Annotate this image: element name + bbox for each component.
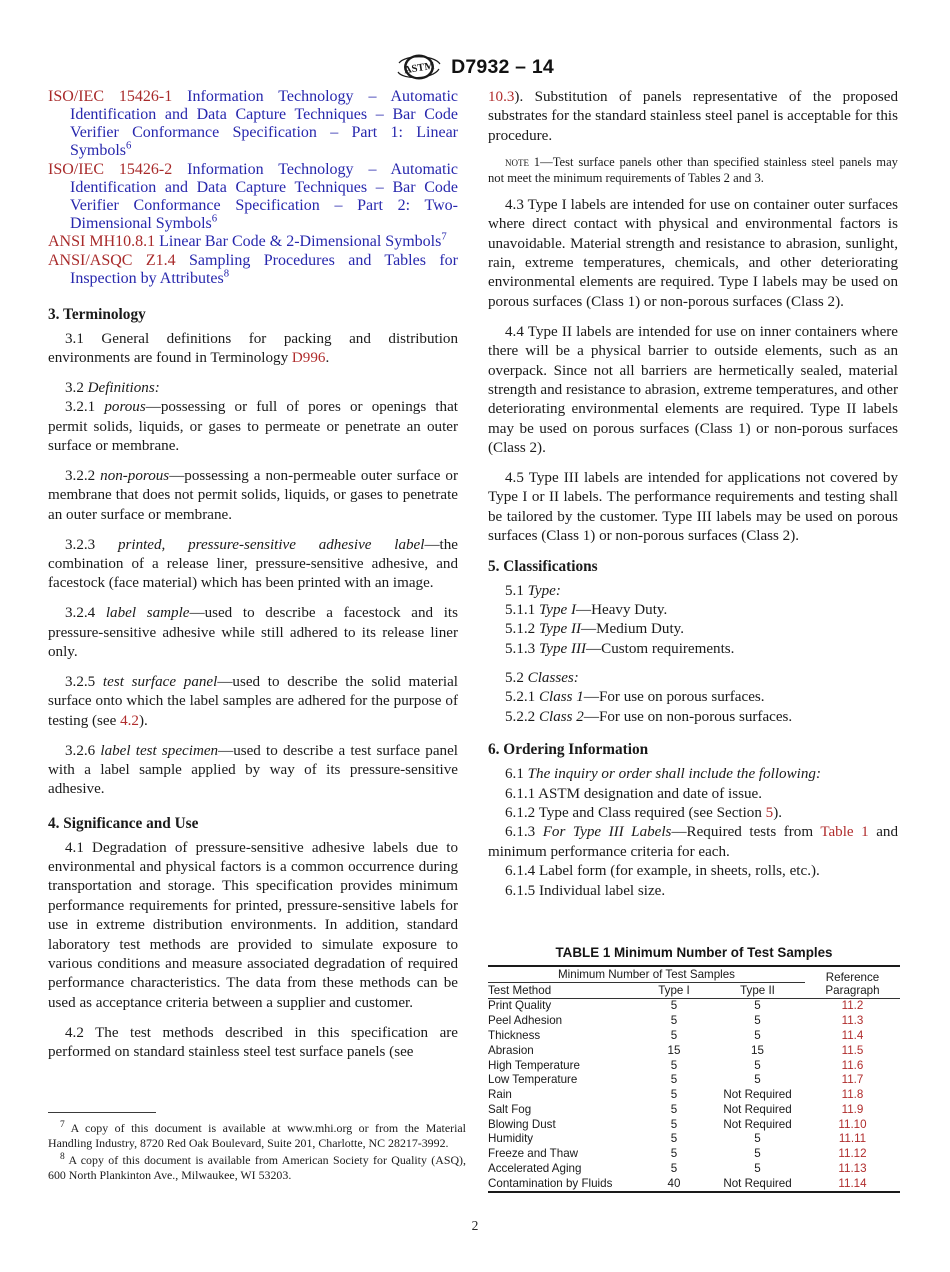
table-1-header-reference-paragraph: Reference Paragraph: [825, 970, 880, 997]
clause-5-2-term: Classes:: [527, 670, 579, 687]
left-column: [48, 88, 458, 1073]
cell-method: Peel Adhesion: [488, 1014, 563, 1028]
reference-entry: [48, 161, 458, 233]
cell-type-i: 5: [670, 1147, 678, 1161]
cell-method: Contamination by Fluids: [488, 1176, 613, 1190]
clause-3-2-2-term: non-porous: [100, 467, 170, 484]
clause-5-1-3-term: Type III: [538, 640, 587, 657]
reference-entry: [48, 230, 458, 251]
table-1-span-header: Minimum Number of Test Samples: [488, 966, 805, 982]
cell-reference-paragraph[interactable]: 11.2: [841, 999, 864, 1013]
clause-5-2: [488, 669, 898, 688]
clause-3-2: [48, 379, 458, 398]
clause-5-2-1-body: —For use on porous surfaces.: [583, 689, 765, 706]
reference-footnote-marker: 6: [126, 139, 132, 152]
clause-3-2-6: [48, 742, 458, 800]
clause-3-1-text-a: 3.1 General definitions for packing and distribution environments are found in Terminology: [48, 330, 458, 366]
cell-type-ii: 5: [754, 1014, 761, 1028]
note-1-label: note 1: [505, 155, 541, 170]
table-1-header-type-i: Type I: [658, 983, 690, 997]
reference-footnote-marker: 8: [223, 267, 230, 280]
clause-3-2-4-term: label sample: [105, 605, 190, 622]
table-1-span-header-row: [488, 966, 900, 982]
clause-3-2-5: [48, 673, 458, 731]
cell-type-ii: 5: [754, 999, 761, 1013]
clause-5-1-2-number: 5.1.2: [505, 621, 539, 638]
clause-5-1-3-number: 5.1.3: [505, 640, 539, 657]
clause-5-1-2-term: Type II: [538, 621, 582, 638]
cell-method: Thickness: [488, 1029, 541, 1043]
footnote-item: [48, 1153, 466, 1184]
cell-method: Freeze and Thaw: [488, 1147, 579, 1161]
clause-3-2-4-number: 3.2.4: [65, 605, 106, 622]
table-1-body: [488, 998, 900, 1192]
table-row: [488, 1072, 900, 1087]
cell-type-i: 5: [670, 999, 678, 1013]
clause-6-1-4: 6.1.4 Label form (for example, in sheets, rolls, etc.).: [505, 863, 820, 880]
cell-type-ii: 5: [754, 1147, 761, 1161]
cell-method: Accelerated Aging: [488, 1162, 582, 1176]
clause-5-1-3-body: —Custom requirements.: [586, 640, 735, 657]
table-row: [488, 1146, 900, 1161]
clause-6-1-2: [488, 804, 898, 823]
section-heading-ordering-information: 6. Ordering Information: [488, 741, 649, 759]
table-1-head: [488, 966, 900, 998]
right-column: [488, 88, 898, 901]
cell-reference-paragraph[interactable]: 11.14: [838, 1176, 867, 1190]
cell-reference-paragraph[interactable]: 11.7: [841, 1073, 864, 1087]
footnote-text: A copy of this document is available at www.mhi.org or from the Material Handling Industry, 8720 Red Oak Boulevard, Suite 201, Charlotte, NC 28217-3992.: [48, 1121, 466, 1151]
clause-6-1-number: 6.1: [505, 766, 528, 783]
clause-4-2-text-b: ). Substitution of panels representative of the proposed substrates for the standard stainless steel panel is acceptable for this procedure.: [488, 89, 898, 144]
clause-5-2-2-term: Class 2: [538, 708, 584, 725]
cell-type-ii: 5: [754, 1132, 761, 1146]
clause-5-2-1: [488, 688, 898, 707]
clause-3-2-term: Definitions:: [87, 379, 160, 396]
table-row: [488, 1043, 900, 1058]
reference-designation: ISO/IEC 15426-2: [48, 160, 173, 178]
cell-type-ii: 5: [754, 1029, 761, 1043]
cell-type-i: 40: [667, 1176, 681, 1190]
footnote-item: [48, 1121, 466, 1152]
cell-method: Rain: [488, 1088, 512, 1102]
cell-type-i: 5: [670, 1073, 678, 1087]
cross-reference-10-3[interactable]: 10.3: [488, 89, 515, 105]
clause-3-1: [48, 330, 458, 369]
section-heading-terminology: 3. Terminology: [48, 305, 146, 323]
clause-3-2-number: 3.2: [65, 379, 88, 396]
clause-4-4: 4.4 Type II labels are intended for use on inner containers where there will be a physical barrier to outside elements, such as an overpack. Since not all barriers are hermetically sealed, material strength and resistance to abrasion, extreme temperatures, and other deteriorating environmental elements are required. Type II labels may be used on porous surfaces (Class 1) or non-porous surfaces (Class 2).: [488, 323, 898, 457]
clause-5-2-1-term: Class 1: [538, 689, 584, 706]
table-row: [488, 998, 900, 1013]
clause-6-1-2-text-b: ).: [773, 805, 783, 822]
clause-3-2-5-body-a: —used to describe the solid material surface onto which the label samples are adhered for the purpose of testing (see: [48, 673, 458, 729]
clause-6-1-1: 6.1.1 ASTM designation and date of issue.: [505, 785, 762, 802]
clause-5-2-2: [488, 708, 898, 727]
clause-5-1-1-body: —Heavy Duty.: [576, 601, 668, 618]
footnote-separator-rule: [48, 1112, 156, 1113]
clause-3-2-2: [48, 467, 458, 525]
reference-designation: ISO/IEC 15426-1: [48, 88, 173, 105]
clause-3-2-2-body: —possessing a non-permeable outer surface or membrane that does not permit solids, liquids, or gases to penetrate an outer surface or membrane.: [48, 467, 458, 523]
table-row: [488, 1013, 900, 1028]
footnotes-block: [48, 1112, 466, 1185]
cell-type-ii: 5: [754, 1162, 761, 1176]
reference-title: Sampling Procedures and Tables for Inspection by Attributes: [70, 251, 458, 287]
clause-5-1-1: [488, 601, 898, 620]
reference-title: Information Technology – Automatic Identification and Data Capture Techniques – Bar Code Verifier Conformance Specification – Part 2: Two-Dimensional Symbols: [70, 160, 459, 232]
clause-3-2-5-number: 3.2.5: [65, 673, 103, 690]
cell-type-i: 5: [670, 1117, 678, 1131]
cell-reference-paragraph[interactable]: 11.8: [841, 1088, 864, 1102]
clause-6-1-3-term: For Type III Labels: [542, 824, 672, 841]
clause-4-2: [48, 1024, 458, 1063]
clause-5-2-number: 5.2: [505, 670, 528, 687]
clause-3-2-5-term: test surface panel: [102, 673, 218, 690]
section-heading-significance-and-use: 4. Significance and Use: [48, 814, 199, 832]
clause-6-1-term: The inquiry or order shall include the following:: [527, 766, 821, 783]
cell-reference-paragraph[interactable]: 11.9: [841, 1102, 864, 1116]
cell-type-ii: Not Required: [723, 1102, 792, 1116]
cell-method: Humidity: [488, 1132, 534, 1146]
cell-type-i: 5: [670, 1102, 678, 1116]
cell-type-i: 15: [667, 1043, 681, 1057]
footnote-text: A copy of this document is available from American Society for Quality (ASQ), 600 North Plankinton Ave., Milwaukee, WI 53203.: [48, 1152, 466, 1183]
clause-5-2-1-number: 5.2.1: [505, 689, 539, 706]
clause-5-2-2-body: —For use on non-porous surfaces.: [583, 708, 793, 725]
clause-3-1-text-b: .: [325, 349, 330, 366]
clause-3-2-5-body-b: ).: [138, 712, 148, 729]
cell-reference-paragraph[interactable]: 11.11: [838, 1132, 867, 1146]
cell-reference-paragraph[interactable]: 11.5: [841, 1043, 864, 1057]
clause-6-1-2-text-a: 6.1.2 Type and Class required (see Section: [505, 805, 766, 822]
table-row: [488, 1117, 900, 1132]
clause-3-2-6-number: 3.2.6: [65, 742, 101, 759]
table-row: [488, 1102, 900, 1117]
cross-reference-4-2[interactable]: 4.2: [120, 712, 139, 729]
clause-3-2-6-body: —used to describe a test surface panel with a label sample applied by way of its pressure-sensitive adhesive.: [48, 742, 458, 798]
clause-3-2-4: [48, 604, 458, 662]
clause-5-2-2-number: 5.2.2: [505, 708, 539, 725]
svg-text:ASTM: ASTM: [403, 60, 436, 77]
cell-reference-paragraph[interactable]: 11.12: [838, 1147, 867, 1161]
cell-type-i: 5: [670, 1088, 678, 1102]
table-row: [488, 1058, 900, 1073]
table-1-header-type-ii: Type II: [740, 983, 775, 997]
page-header: [0, 52, 950, 82]
section-heading-classifications: 5. Classifications: [488, 557, 598, 575]
table-1-header-test-method: Test Method: [488, 983, 552, 997]
cell-reference-paragraph[interactable]: 11.13: [838, 1162, 867, 1176]
cell-reference-paragraph[interactable]: 11.6: [841, 1058, 864, 1072]
reference-designation: ANSI MH10.8.1: [48, 233, 156, 250]
cell-method: Abrasion: [488, 1043, 534, 1057]
clause-3-2-4-body: —used to describe a facestock and its pressure-sensitive adhesive while still adhered to its release liner only.: [48, 605, 458, 660]
clause-5-1: [488, 582, 898, 601]
clause-3-2-3: [48, 536, 458, 594]
footnote-marker: 7: [60, 1120, 65, 1131]
cell-type-i: 5: [670, 1058, 678, 1072]
clause-6-1-3-number: 6.1.3: [505, 824, 543, 841]
footnote-marker: 8: [60, 1151, 65, 1162]
cell-type-ii: Not Required: [723, 1088, 792, 1102]
cell-method: Blowing Dust: [488, 1117, 556, 1131]
clause-6-1-5: 6.1.5 Individual label size.: [505, 882, 666, 899]
cell-type-i: 5: [670, 1132, 678, 1146]
reference-title: Linear Bar Code & 2-Dimensional Symbols: [159, 233, 442, 250]
cell-method: Salt Fog: [488, 1102, 532, 1116]
cell-type-i: 5: [670, 1014, 678, 1028]
reference-entry: [48, 88, 458, 160]
cell-type-ii: 15: [751, 1043, 764, 1057]
cell-method: Print Quality: [488, 999, 552, 1013]
cell-type-ii: Not Required: [723, 1117, 792, 1131]
clause-5-1-term: Type:: [527, 582, 561, 599]
clause-3-2-3-number: 3.2.3: [65, 536, 118, 553]
cell-type-ii: 5: [754, 1058, 761, 1072]
clause-4-1: 4.1 Degradation of pressure-sensitive adhesive labels due to environmental and physical factors is a common occurrence during transportation and storage. This specification provides minimum performance requirements for printed, pressure-sensitive labels for use in extreme distribution environments. In addition, standard laboratory test methods are provided to simulate exposure to various conditions and measure associated degradation of required performance characteristics. The data from these methods can be used as acceptance criteria between a supplier and customer.: [48, 839, 458, 1011]
reference-designation: ANSI/ASQC Z1.4: [48, 251, 176, 269]
clause-6-1-3-text-b: and minimum performance criteria for each.: [488, 824, 898, 860]
clause-3-2-1-number: 3.2.1: [65, 399, 105, 416]
clause-5-1-2-body: —Medium Duty.: [581, 621, 685, 638]
table-row: [488, 1161, 900, 1176]
cell-type-ii: 5: [754, 1073, 761, 1087]
cell-reference-paragraph[interactable]: 11.10: [838, 1117, 867, 1131]
note-1: [488, 155, 898, 186]
clause-6-1-3-text-a: —Required tests from: [671, 824, 821, 841]
clause-6-1: [488, 765, 898, 784]
astm-logo-icon: [396, 52, 442, 82]
reference-title: Information Technology – Automatic Identification and Data Capture Techniques – Bar Code Verifier Conformance Specification – Part 1: Linear Symbols: [70, 88, 459, 159]
cell-type-ii: Not Required: [723, 1176, 792, 1190]
table-1-title: TABLE 1 Minimum Number of Test Samples: [555, 945, 833, 960]
clause-4-3: 4.3 Type I labels are intended for use on container outer surfaces where direct contact with physical and environmental factors is unavoidable. Material strength and resistance to abrasion, sunlight, rain, extreme temperatures, chemicals, and other deteriorating environmental elements are required. Type I labels may be used on porous surfaces (Class 1) or non-porous surfaces (Class 2).: [488, 196, 898, 310]
clause-5-1-1-number: 5.1.1: [505, 601, 539, 618]
cell-type-i: 5: [670, 1162, 678, 1176]
table-row: [488, 1028, 900, 1043]
table-row: [488, 1087, 900, 1102]
page-number: 2: [471, 1218, 479, 1233]
cell-method: Low Temperature: [488, 1073, 578, 1087]
table-1: [488, 965, 900, 1193]
table-row: [488, 1176, 900, 1192]
reference-footnote-marker: 7: [441, 230, 447, 243]
clause-4-5: 4.5 Type III labels are intended for applications not covered by Type I or II labels. The performance requirements and testing shall be tailored by the customer. Type III labels may be used on porous surfaces (Class 1) or non-porous surfaces (Class 2).: [488, 469, 898, 545]
cross-reference-table-1[interactable]: Table 1: [820, 824, 869, 841]
clause-3-2-1-term: porous: [104, 399, 146, 416]
note-1-body: —Test surface panels other than specified stainless steel panels may not meet the minimum requirements of Tables 2 and 3.: [488, 155, 898, 185]
table-row: [488, 1132, 900, 1147]
cross-reference-d996[interactable]: D996: [291, 349, 326, 366]
clause-5-1-number: 5.1: [505, 582, 528, 599]
clause-3-2-1: [48, 398, 458, 456]
cell-reference-paragraph[interactable]: 11.3: [841, 1014, 864, 1028]
clause-3-2-3-term: printed, pressure-sensitive adhesive label: [117, 536, 425, 553]
clause-3-2-3-body: —the combination of a release liner, pressure-sensitive adhesive, and facestock (face material) which has been printed with an image.: [48, 536, 458, 592]
cell-method: High Temperature: [488, 1058, 580, 1072]
clause-4-2-text-a: 4.2 The test methods described in this specification are performed on standard stainless steel test surface panels (see: [48, 1024, 458, 1061]
cell-reference-paragraph[interactable]: 11.4: [841, 1029, 864, 1043]
cross-reference-section-5[interactable]: 5: [765, 805, 774, 822]
clause-4-2-continuation: [488, 88, 898, 146]
reference-footnote-marker: 6: [211, 212, 218, 225]
cell-type-i: 5: [670, 1029, 678, 1043]
clause-3-2-6-term: label test specimen: [100, 742, 219, 759]
clause-3-2-1-body: —possessing or full of pores or openings that permit solids, liquids, or gases to permeate or penetrate an outer surface or membrane.: [48, 399, 458, 454]
clause-5-1-1-term: Type I: [538, 601, 576, 618]
clause-3-2-2-number: 3.2.2: [65, 467, 101, 484]
clause-5-1-2: [488, 620, 898, 639]
table-1-container: [488, 945, 900, 1193]
document-designation: D7932 – 14: [451, 55, 554, 78]
reference-entry: [48, 252, 458, 288]
clause-6-1-3: [488, 823, 898, 862]
clause-5-1-3: [488, 640, 898, 659]
